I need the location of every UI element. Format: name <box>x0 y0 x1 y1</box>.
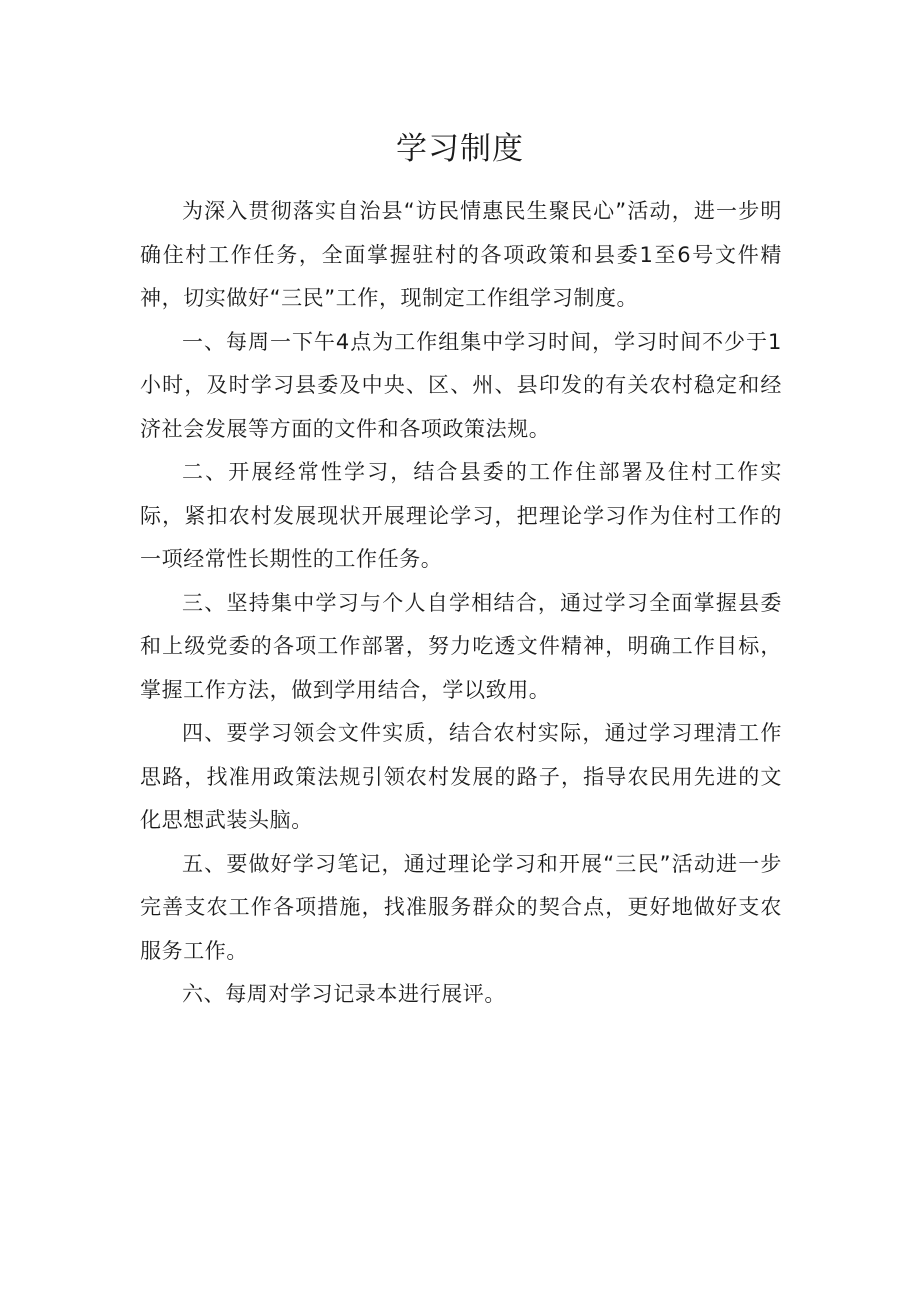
paragraph-item-5: 五、要做好学习笔记，通过理论学习和开展“三民”活动进一步完善支农工作各项措施，找准服务群众的契合点，更好地做好支农服务工作。 <box>140 851 782 963</box>
paragraph-intro: 为深入贯彻落实自治县“访民情惠民生聚民心”活动，进一步明确住村工作任务，全面掌握驻村的各项政策和县委1至6号文件精神，切实做好“三民”工作，现制定工作组学习制度。 <box>140 199 782 310</box>
paragraph-item-3: 三、坚持集中学习与个人自学相结合，通过学习全面掌握县委和上级党委的各项工作部署，努力吃透文件精神，明确工作目标，掌握工作方法，做到学用结合，学以致用。 <box>140 590 782 702</box>
paragraph-item-6: 六、每周对学习记录本进行展评。 <box>182 982 506 1006</box>
paragraph-item-2: 二、开展经常性学习，结合县委的工作住部署及住村工作实际，紧扣农村发展现状开展理论学习，把理论学习作为住村工作的一项经常性长期性的工作任务。 <box>140 460 782 571</box>
paragraph-item-4: 四、要学习领会文件实质，结合农村实际，通过学习理清工作思路，找准用政策法规引领农村发展的路子，指导农民用先进的文化思想武装头脑。 <box>140 721 782 832</box>
document-title: 学习制度 <box>396 131 524 167</box>
paragraph-item-1: 一、每周一下午4点为工作组集中学习时间，学习时间不少于1小时，及时学习县委及中央、区、州、县印发的有关农村稳定和经济社会发展等方面的文件和各项政策法规。 <box>140 329 782 441</box>
document-body <box>140 190 782 1017</box>
